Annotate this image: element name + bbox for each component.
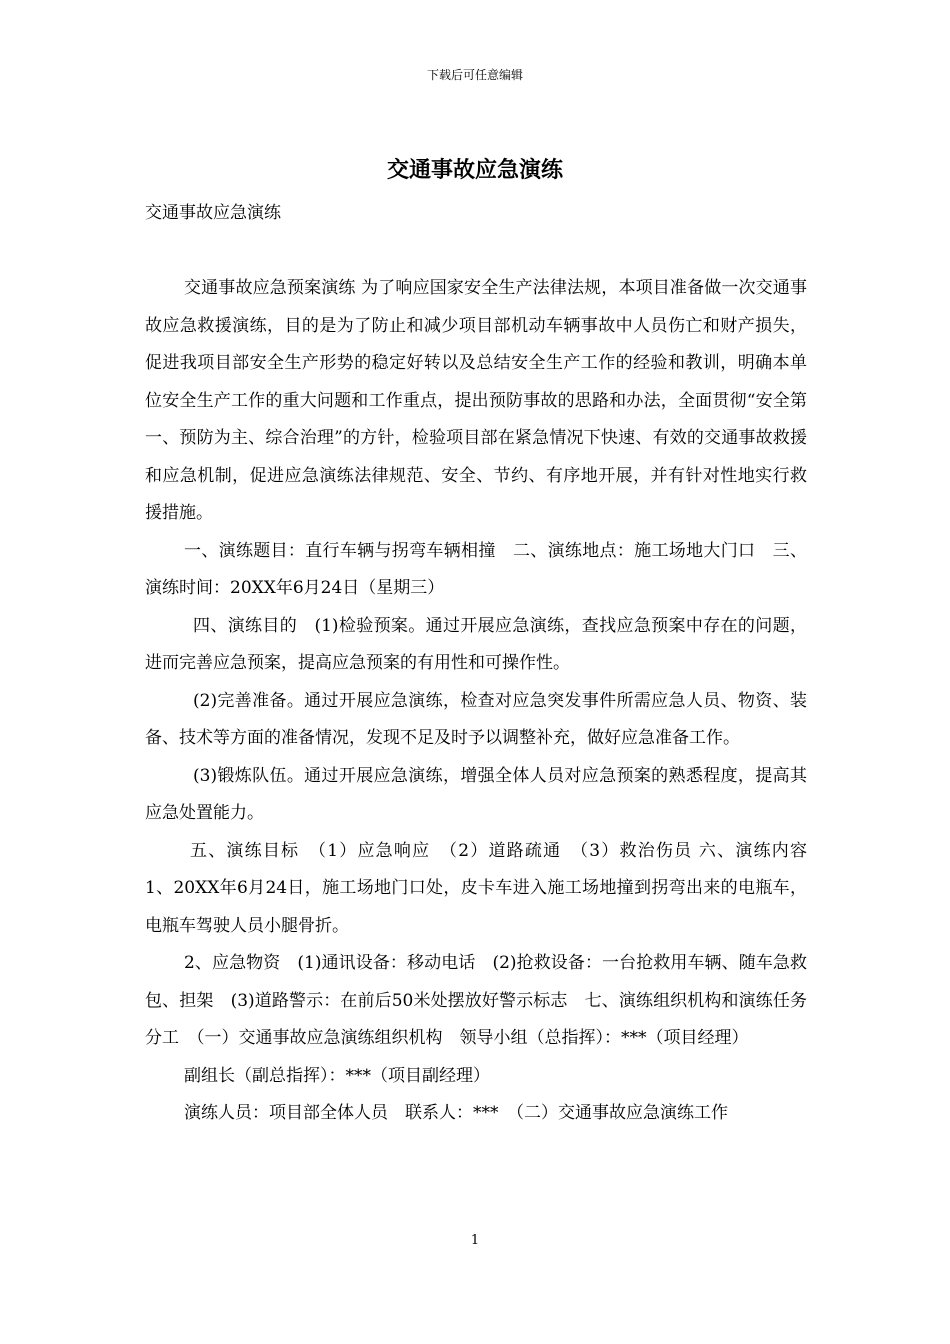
paragraph-emergency-supplies: 2、应急物资 (1)通讯设备：移动电话 (2)抢救设备：一台抢救用车辆、随车急救包、担架 (3)道路警示：在前后50米处摆放好警示标志 七、演练组织机构和演练任务分工 （一）交通事故应急演练组织机构 领导小组（总指挥）：***（项目经理）: [145, 953, 807, 1048]
paragraph-drill-personnel: 演练人员：项目部全体人员 联系人：*** （二）交通事故应急演练工作: [184, 1103, 728, 1123]
document-title: 交通事故应急演练: [386, 157, 563, 183]
paragraph-team-training: (3)锻炼队伍。通过开展应急演练，增强全体人员对应急预案的熟悉程度，提高其应急处置能力。: [145, 765, 807, 823]
paragraph-drill-goals: 五、演练目标 （1）应急响应 （2）道路疏通 （3）救治伤员 六、演练内容 1、20XX年6月24日，施工场地门口处，皮卡车进入施工场地撞到拐弯出来的电瓶车，电瓶车驾驶人员小腿骨折。: [145, 840, 824, 936]
page-number: 1: [470, 1233, 480, 1248]
document-body: [145, 270, 824, 1133]
paragraph-preparation: (2)完善准备。通过开展应急演练，检查对应急突发事件所需应急人员、物资、装备、技术等方面的准备情况，发现不足及时予以调整补充，做好应急准备工作。: [145, 690, 807, 748]
paragraph-deputy-leader: 副组长（副总指挥）：***（项目副经理）: [184, 1065, 490, 1086]
paragraph-intro: 交通事故应急预案演练 为了响应国家安全生产法律法规，本项目准备做一次交通事故应急救援演练，目的是为了防止和减少项目部机动车辆事故中人员伤亡和财产损失，促进我项目部安全生产形势的稳定好转以及总结安全生产工作的经验和教训，明确本单位安全生产工作的重大问题和工作重点，提出预防事故的思路和办法，全面贯彻“安全第一、预防为主、综合治理”的方针，检验项目部在紧急情况下快速、有效的交通事故救援和应急机制，促进应急演练法律规范、安全、节约、有序地开展，并有针对性地实行救援措施。: [145, 278, 807, 523]
paragraph-drill-info: 一、演练题目：直行车辆与拐弯车辆相撞 二、演练地点：施工场地大门口 三、演练时间：20XX年6月24日（星期三）: [145, 540, 807, 598]
page-header-note: 下载后可任意编辑: [426, 68, 523, 82]
document-subtitle: 交通事故应急演练: [145, 203, 281, 223]
paragraph-drill-purpose: 四、演练目的 (1)检验预案。通过开展应急演练，查找应急预案中存在的问题，进而完善应急预案，提高应急预案的有用性和可操作性。: [145, 615, 807, 673]
